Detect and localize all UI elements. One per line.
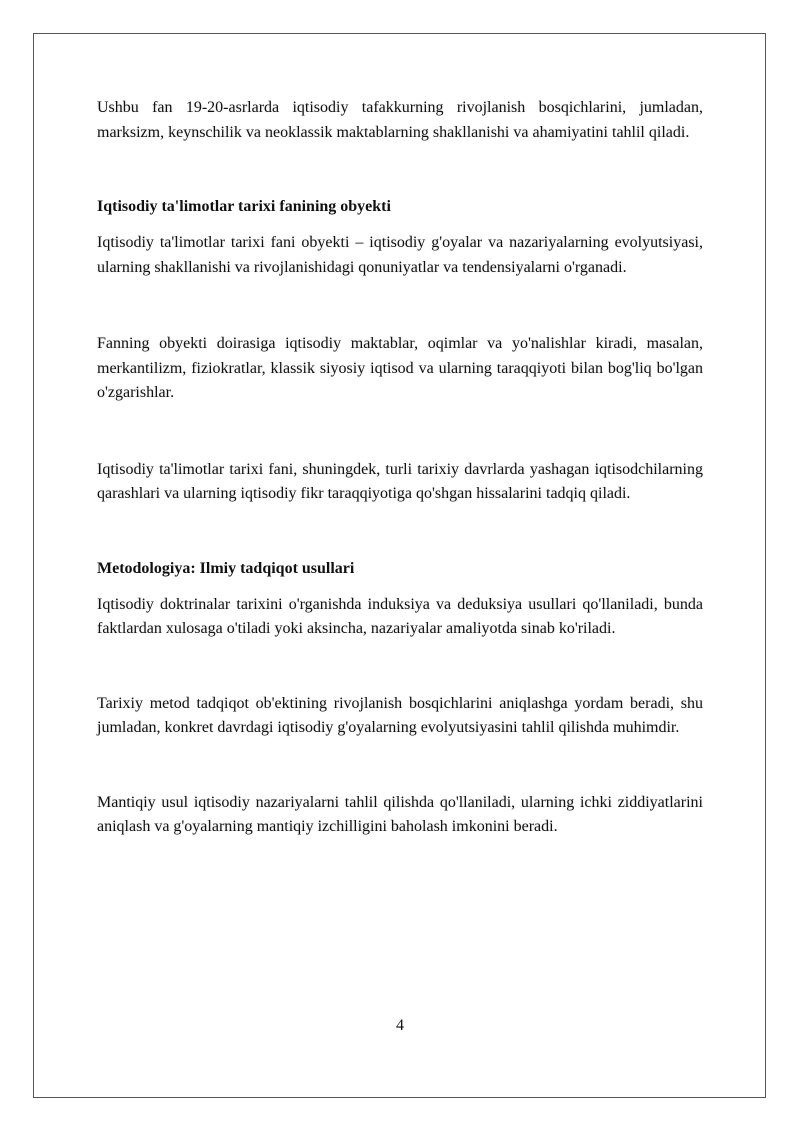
methodology-paragraph-1: Iqtisodiy doktrinalar tarixini o'rganishda induksiya va deduksiya usullari qo'llaniladi, bunda faktlardan xulosaga o'tiladi yoki aksincha, nazariyalar amaliyotda sinab ko'riladi. bbox=[97, 595, 703, 637]
object-paragraph-1: Iqtisodiy ta'limotlar tarixi fani obyekti – iqtisodiy g'oyalar va nazariyalarning evolyutsiyasi, ularning shakllanishi va rivojlanishidagi qonuniyatlar va tendensiyalarni o'rganadi. bbox=[97, 234, 703, 276]
intro-paragraph: Ushbu fan 19-20-asrlarda iqtisodiy tafakkurning rivojlanish bosqichlarini, jumladan, marksizm, keynschilik va neoklassik maktablarning shakllanishi va ahamiyatini tahlil qiladi. bbox=[97, 99, 703, 141]
object-paragraph-2: Fanning obyekti doirasiga iqtisodiy maktablar, oqimlar va yo'nalishlar kiradi, masalan, merkantilizm, fiziokratlar, klassik siyosiy iqtisod va ularning taraqqiyoti bilan bog'liq bo'lgan o'zgarishlar. bbox=[97, 335, 703, 401]
methodology-paragraph-3: Mantiqiy usul iqtisodiy nazariyalarni tahlil qilishda qo'llaniladi, ularning ichki ziddiyatlarini aniqlash va g'oyalarning mantiqiy izchilligini baholash imkonini beradi. bbox=[97, 793, 703, 835]
object-paragraph-3: Iqtisodiy ta'limotlar tarixi fani, shuningdek, turli tarixiy davrlarda yashagan iqtisodchilarning qarashlari va ularning iqtisodiy fikr taraqqiyotiga qo'shgan hissalarini tadqiq qiladi. bbox=[97, 460, 703, 502]
section-heading-methodology: Metodologiya: Ilmiy tadqiqot usullari bbox=[97, 559, 355, 577]
document-body bbox=[97, 96, 703, 840]
methodology-paragraph-2: Tarixiy metod tadqiqot ob'ektining rivojlanish bosqichlarini aniqlashga yordam beradi, shu jumladan, konkret davrdagi iqtisodiy g'oyalarning evolyutsiyasini tahlil qilishda muhimdir. bbox=[97, 694, 703, 736]
section-heading-object: Iqtisodiy ta'limotlar tarixi fanining obyekti bbox=[97, 198, 391, 215]
page-number: 4 bbox=[396, 1017, 404, 1034]
